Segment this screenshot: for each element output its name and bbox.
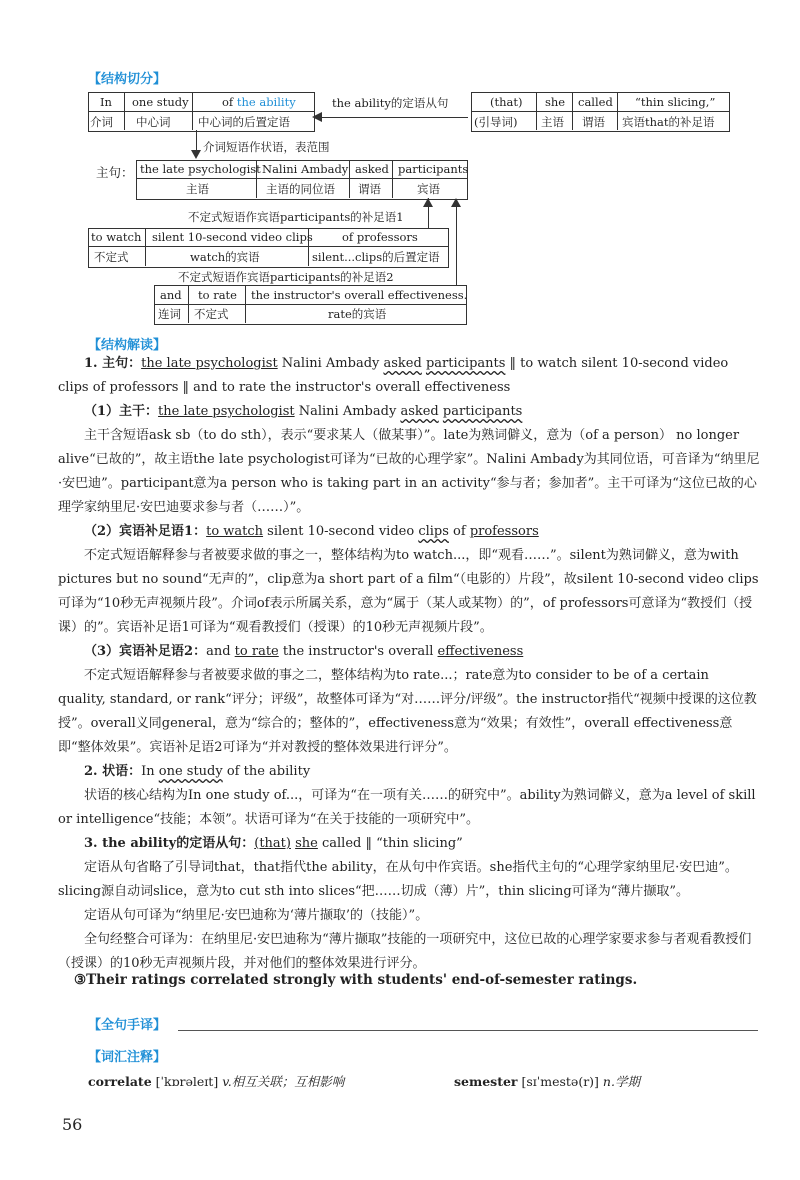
prep-phrase-note: 介词短语作状语，表范围	[203, 140, 330, 154]
word-asked: asked	[355, 162, 389, 176]
arrow-up-icon-2	[451, 198, 462, 208]
word-to-watch: to watch	[91, 230, 142, 244]
word-to-rate: to rate	[198, 288, 237, 302]
word-clips: silent 10-second video clips	[152, 230, 313, 244]
relative-clause-explanation: 定语从句省略了引导词that，that指代the ability，在从句中作宾语。she指代主句的“心理学家纳里尼·安巴迪”。slicing源自动词slice，意为to cut sth into slices“把……切成（薄）片”，thin slicing可译为“薄片撷取”。	[58, 860, 738, 899]
word-and: and	[160, 288, 182, 302]
word-called: called	[578, 95, 613, 109]
word-thin-slicing: “thin slicing,”	[635, 95, 716, 109]
role-effectiveness: rate的宾语	[328, 307, 387, 321]
role-in: 介词	[90, 115, 113, 129]
relative-clause-label: the ability的定语从句	[332, 96, 449, 110]
word-of-professors: of professors	[342, 230, 418, 244]
arrow-up-icon	[423, 198, 434, 208]
word-that: (that)	[490, 95, 523, 109]
role-to-watch: 不定式	[94, 250, 129, 264]
subject-explanation: 主干含短语ask sb（to do sth），表示“要求某人（做某事）”。late为熟词僻义，意为（of a person） no longer alive“已故的”，故主语the late psychologist可译为“已故的心理学家”。Nalini Ambady为其同位语，可音译为“纳里尼·安巴迪”。participant意为a person who is taking part in an activity“参与者；参加者”。主干可译为“这位已故的心理学家纳里尼·安巴迪要求参与者（……）”。	[58, 428, 760, 515]
full-sentence-translation: 全句经整合可译为：在纳里尼·安巴迪称为“薄片撷取”技能的一项研究中，这位已故的心理学家要求参与者观看教授们（授课）的10秒无声视频片段，并对他们的整体效果进行评分。	[58, 932, 752, 971]
main-clause-section: 1. 主句：the late psychologist Nalini Ambady asked participants ‖ to watch silent 10-second video clips of professors ‖ and to rate the instructor's overall effectiveness （1）主干：the late psychologist Nalini Ambady asked participants 主干含短语ask sb（to do sth），表示“要求某人（做某事）”。late为熟词僻义，意为（of a person） no longer alive“已故的”，故主语the late psychologist可译为“已故的心理学家”。Nalini Ambady为其同位语，可音译为“纳里尼·安巴迪”。participant意为a person who is taking part in an activity“参与者；参加者”。主干可译为“这位已故的心理学家纳里尼·安巴迪要求参与者（……）”。 （2）宾语补足语1：to watch silent 10-second video clips of professors 不定式短语解释参与者被要求做的事之一，整体结构为to watch...，即“观看……”。silent为熟词僻义，意为with pictures but no sound“无声的”，clip意为a short part of a film“（电影的）片段”，故silent 10-second video clips可译为“10秒无声视频片段”。介词of表示所属关系，意为“属于（某人或某物）的”，of professors可意译为“教授们（授课）的”。宾语补足语1可译为“观看教授们（授课）的10秒无声视频片段”。 （3）宾语补足语2：and to rate the instructor's overall effectiveness 不定式短语解释参与者被要求做的事之二，整体结构为to rate...；rate意为to consider to be of a certain quality, standard, or rank“评分；评级”，故整体可译为“对……评分/评级”。the instructor指代“视频中授课的这位教授”。overall义同general，意为“综合的；整体的”，effectiveness意为“效果；有效性”，overall effectiveness意即“整体效果”。宾语补足语2可译为“并对教授的整体效果进行评分”。 2. 状语：In one study of the ability 状语的核心结构为In one study of...，可译为“在一项有关……的研究中”。ability为熟词僻义，意为a level of skill or intelligence“技能；本领”。状语可译为“在关于技能的一项研究中”。 3. the ability的定语从句：(that) she called ‖ “thin slicing” 定语从句省略了引导词that，that指代the ability，在从句中作宾语。she指代主句的“心理学家纳里尼·安巴迪”。slicing源自动词slice，意为to cut sth into slices“把……切成（薄）片”，thin slicing可译为“薄片撷取”。 定语从句可译为“纳里尼·安巴迪称为‘薄片撷取’的（技能）”。 全句经整合可译为：在纳里尼·安巴迪称为“薄片撷取”技能的一项研究中，这位已故的心理学家要求参与者观看教授们（授课）的10秒无声视频片段，并对他们的整体效果进行评分。	[58, 352, 760, 976]
word-nalini: Nalini Ambady	[262, 162, 349, 176]
role-thin-slicing: 宾语that的补足语	[622, 115, 715, 129]
word-effectiveness: the instructor's overall effectiveness.	[251, 288, 468, 302]
word-psychologist: the late psychologist	[140, 162, 261, 176]
role-of: 中心词的后置定语	[198, 115, 290, 129]
page-number: 56	[62, 1115, 83, 1134]
complement1-note: 不定式短语作宾语participants的补足语1	[188, 210, 404, 224]
vocab-item-correlate: correlate [ˈkɒrəleɪt] v.相互关联；互相影响	[88, 1074, 345, 1089]
adverbial-explanation: 状语的核心结构为In one study of...，可译为“在一项有关……的研究中”。ability为熟词僻义，意为a level of skill or intelligence“技能；本领”。状语可译为“在关于技能的一项研究中”。	[58, 788, 756, 827]
relative-clause-translation: 定语从句可译为“纳里尼·安巴迪称为‘薄片撷取’的（技能）”。	[84, 908, 429, 923]
role-she: 主语	[541, 115, 564, 129]
word-one-study: one study	[132, 95, 189, 109]
word-of: of the ability	[222, 95, 296, 109]
structure-analysis-header: 【结构解读】	[88, 338, 167, 353]
role-to-rate: 不定式	[194, 307, 229, 321]
complement2-explanation: 不定式短语解释参与者被要求做的事之二，整体结构为to rate...；rate意为to consider to be of a certain quality, standard, or rank“评分；评级”，故整体可译为“对……评分/评级”。the instructor指代“视频中授课的这位教授”。overall义同general，意为“综合的；整体的”，effectiveness意为“效果；有效性”，overall effectiveness意即“整体效果”。宾语补足语2可译为“并对教授的整体效果进行评分”。	[58, 668, 757, 755]
role-clips: watch的宾语	[190, 250, 260, 264]
role-nalini: 主语的同位语	[266, 182, 335, 196]
full-translation-header: 【全句手译】	[88, 1018, 167, 1033]
word-in: In	[100, 95, 112, 109]
role-that: (引导词)	[474, 115, 518, 129]
next-sentence: ③Their ratings correlated strongly with students' end-of-semester ratings.	[74, 972, 638, 988]
main-clause-label: 主句：	[96, 165, 134, 180]
role-psychologist: 主语	[186, 182, 209, 196]
role-of-professors: silent...clips的后置定语	[312, 250, 440, 264]
word-participants: participants	[398, 162, 469, 176]
translation-input-line[interactable]	[178, 1030, 758, 1031]
vocab-item-semester: semester [sɪˈmestə(r)] n.学期	[454, 1074, 640, 1089]
structure-split-header: 【结构切分】	[88, 72, 167, 87]
arrow-down-icon	[191, 150, 202, 160]
word-she: she	[545, 95, 566, 109]
arrow-left-icon	[312, 112, 324, 124]
vocab-header: 【词汇注释】	[88, 1050, 167, 1065]
role-called: 谓语	[582, 115, 605, 129]
complement2-note: 不定式短语作宾语participants的补足语2	[178, 270, 394, 284]
complement1-explanation: 不定式短语解释参与者被要求做的事之一，整体结构为to watch...，即“观看……”。silent为熟词僻义，意为with pictures but no sound“无声的”，clip意为a short part of a film“（电影的）片段”，故silent 10-second video clips可译为“10秒无声视频片段”。介词of表示所属关系，意为“属于（某人或某物）的”，of professors可意译为“教授们（授课）的”。宾语补足语1可译为“观看教授们（授课）的10秒无声视频片段”。	[58, 548, 759, 635]
role-and: 连词	[158, 307, 181, 321]
role-one-study: 中心词	[136, 115, 171, 129]
role-asked: 谓语	[358, 182, 381, 196]
role-participants: 宾语	[417, 182, 440, 196]
